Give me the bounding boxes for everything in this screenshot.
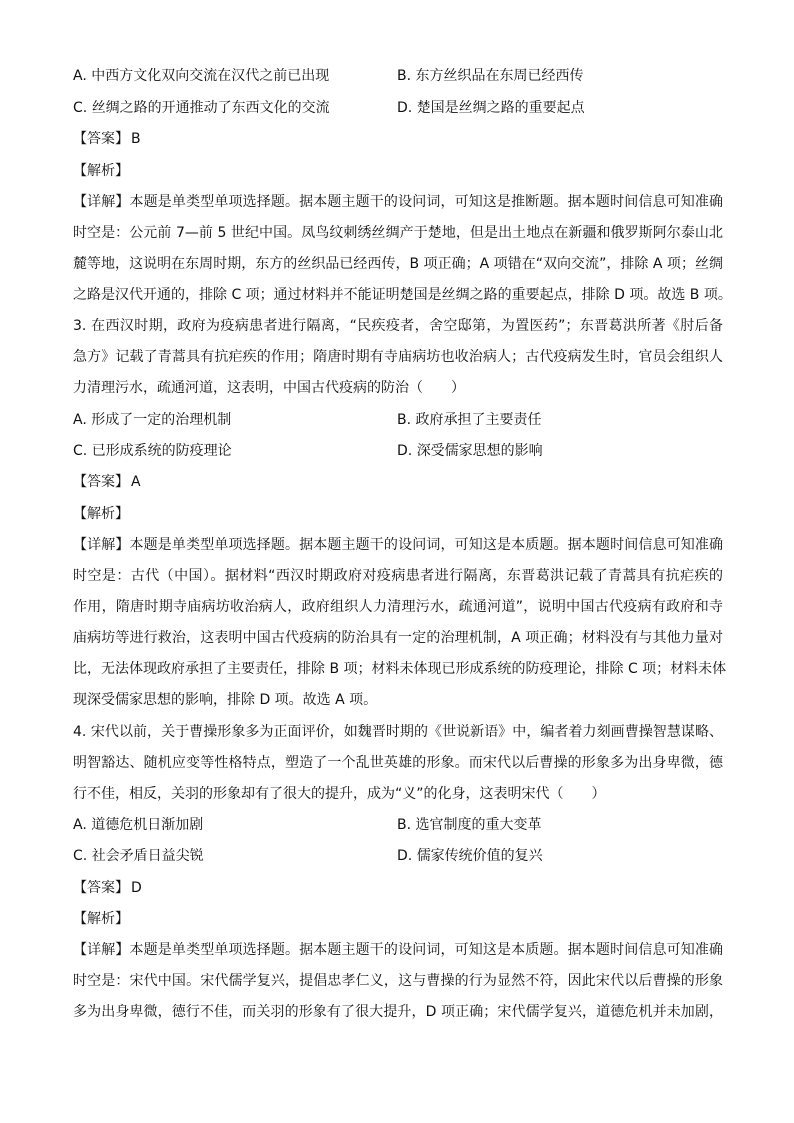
q3-stem-line: 力清理污水，疏通河道，这表明，中国古代疫病的防治（ ） [73, 380, 465, 396]
q3-detail-line: 时空是：古代（中国）。据材料“西汉时期政府对疫病患者进行隔离，东晋葛洪记载了青蒿具有抗疟疾的 [73, 568, 723, 584]
q4-detail-line: 时空是：宋代中国。宋代儒学复兴，提倡忠孝仁义，这与曹操的行为显然不符，因此宋代以后曹操的形象 [73, 973, 723, 989]
q3-option-a: A. 形成了一定的治理机制 [73, 412, 232, 428]
q4-detail-line: 【详解】本题是单类型单项选择题。据本题主题干的设问词，可知这是本质题。据本题时间信息可知准确 [73, 942, 723, 958]
q3-detail-line: 比，无法体现政府承担了主要责任，排除 B 项；材料未体现已形成系统的防疫理论，排除 C 项；材料未体 [73, 661, 727, 677]
q3-option-d: D. 深受儒家思想的影响 [397, 443, 543, 459]
q3-detail-line: 庙病坊等进行救治，这表明中国古代疫病的防治具有一定的治理机制，A 项正确；材料没有与其他力量对 [73, 630, 723, 646]
q2-detail-line: 之路是汉代开通的，排除 C 项；通过材料并不能证明楚国是丝绸之路的重要起点，排除 D 项。故选 B 项。 [73, 287, 732, 303]
q4-option-a: A. 道德危机日渐加剧 [73, 817, 204, 833]
q4-stem-line: 4. 宋代以前，关于曹操形象多为正面评价，如魏晋时期的《世说新语》中，编者着力刻画曹操智慧谋略、 [73, 724, 723, 740]
q3-stem-line: 急方》记载了青蒿具有抗疟疾的作用；隋唐时期有寺庙病坊也收治病人；古代疫病发生时，官员会组织人 [73, 349, 723, 365]
q3-option-b: B. 政府承担了主要责任 [397, 412, 542, 428]
q2-option-b: B. 东方丝织品在东周已经西传 [397, 68, 584, 84]
q4-answer: 【答案】 D [73, 880, 142, 896]
q3-answer: 【答案】 A [73, 474, 141, 490]
q4-stem-line: 明智豁达、随机应变等性格特点，塑造了一个乱世英雄的形象。而宋代以后曹操的形象多为出身卑微，德 [73, 755, 723, 771]
q4-analysis-heading: 【解析】 [73, 911, 129, 927]
q4-stem-line: 行不佳，相反，关羽的形象却有了很大的提升，成为“义”的化身，这表明宋代（ ） [73, 786, 606, 802]
q4-option-d: D. 儒家传统价值的复兴 [397, 848, 543, 864]
q2-option-a: A. 中西方文化双向交流在汉代之前已出现 [73, 68, 330, 84]
q2-analysis-heading: 【解析】 [73, 163, 129, 179]
q3-option-c: C. 已形成系统的防疫理论 [73, 443, 232, 459]
q3-detail-line: 作用，隋唐时期寺庙病坊收治病人，政府组织人力清理污水，疏通河道”，说明中国古代疫病有政府和寺 [73, 599, 723, 615]
q3-detail-line: 【详解】本题是单类型单项选择题。据本题主题干的设问词，可知这是本质题。据本题时间信息可知准确 [73, 537, 723, 553]
q2-option-d: D. 楚国是丝绸之路的重要起点 [397, 100, 585, 116]
q2-detail-line: 【详解】本题是单类型单项选择题。据本题主题干的设问词，可知这是推断题。据本题时间信息可知准确 [73, 194, 723, 210]
q2-answer: 【答案】 B [73, 131, 141, 147]
q3-stem-line: 3. 在西汉时期，政府为疫病患者进行隔离，“民疾疫者，舍空邸第，为置医药”；东晋葛洪所著《肘后备 [73, 318, 723, 334]
q2-option-c: C. 丝绸之路的开通推动了东西文化的交流 [73, 100, 330, 116]
q2-detail-line: 时空是：公元前 7—前 5 世纪中国。凤鸟纹刺绣丝绸产于楚地，但是出土地点在新疆和俄罗斯阿尔泰山北 [73, 225, 723, 241]
q2-detail-line: 麓等地，这说明在东周时期，东方的丝织品已经西传，B 项正确；A 项错在“双向交流”，排除 A 项；丝绸 [73, 256, 723, 272]
q4-option-b: B. 选官制度的重大变革 [397, 817, 542, 833]
q3-detail-line: 现深受儒家思想的影响，排除 D 项。故选 A 项。 [73, 692, 378, 708]
q4-option-c: C. 社会矛盾日益尖锐 [73, 848, 204, 864]
q3-analysis-heading: 【解析】 [73, 506, 129, 522]
q4-detail-line: 多为出身卑微，德行不佳，而关羽的形象有了很大提升，D 项正确；宋代儒学复兴，道德危机并未加剧， [73, 1004, 723, 1020]
